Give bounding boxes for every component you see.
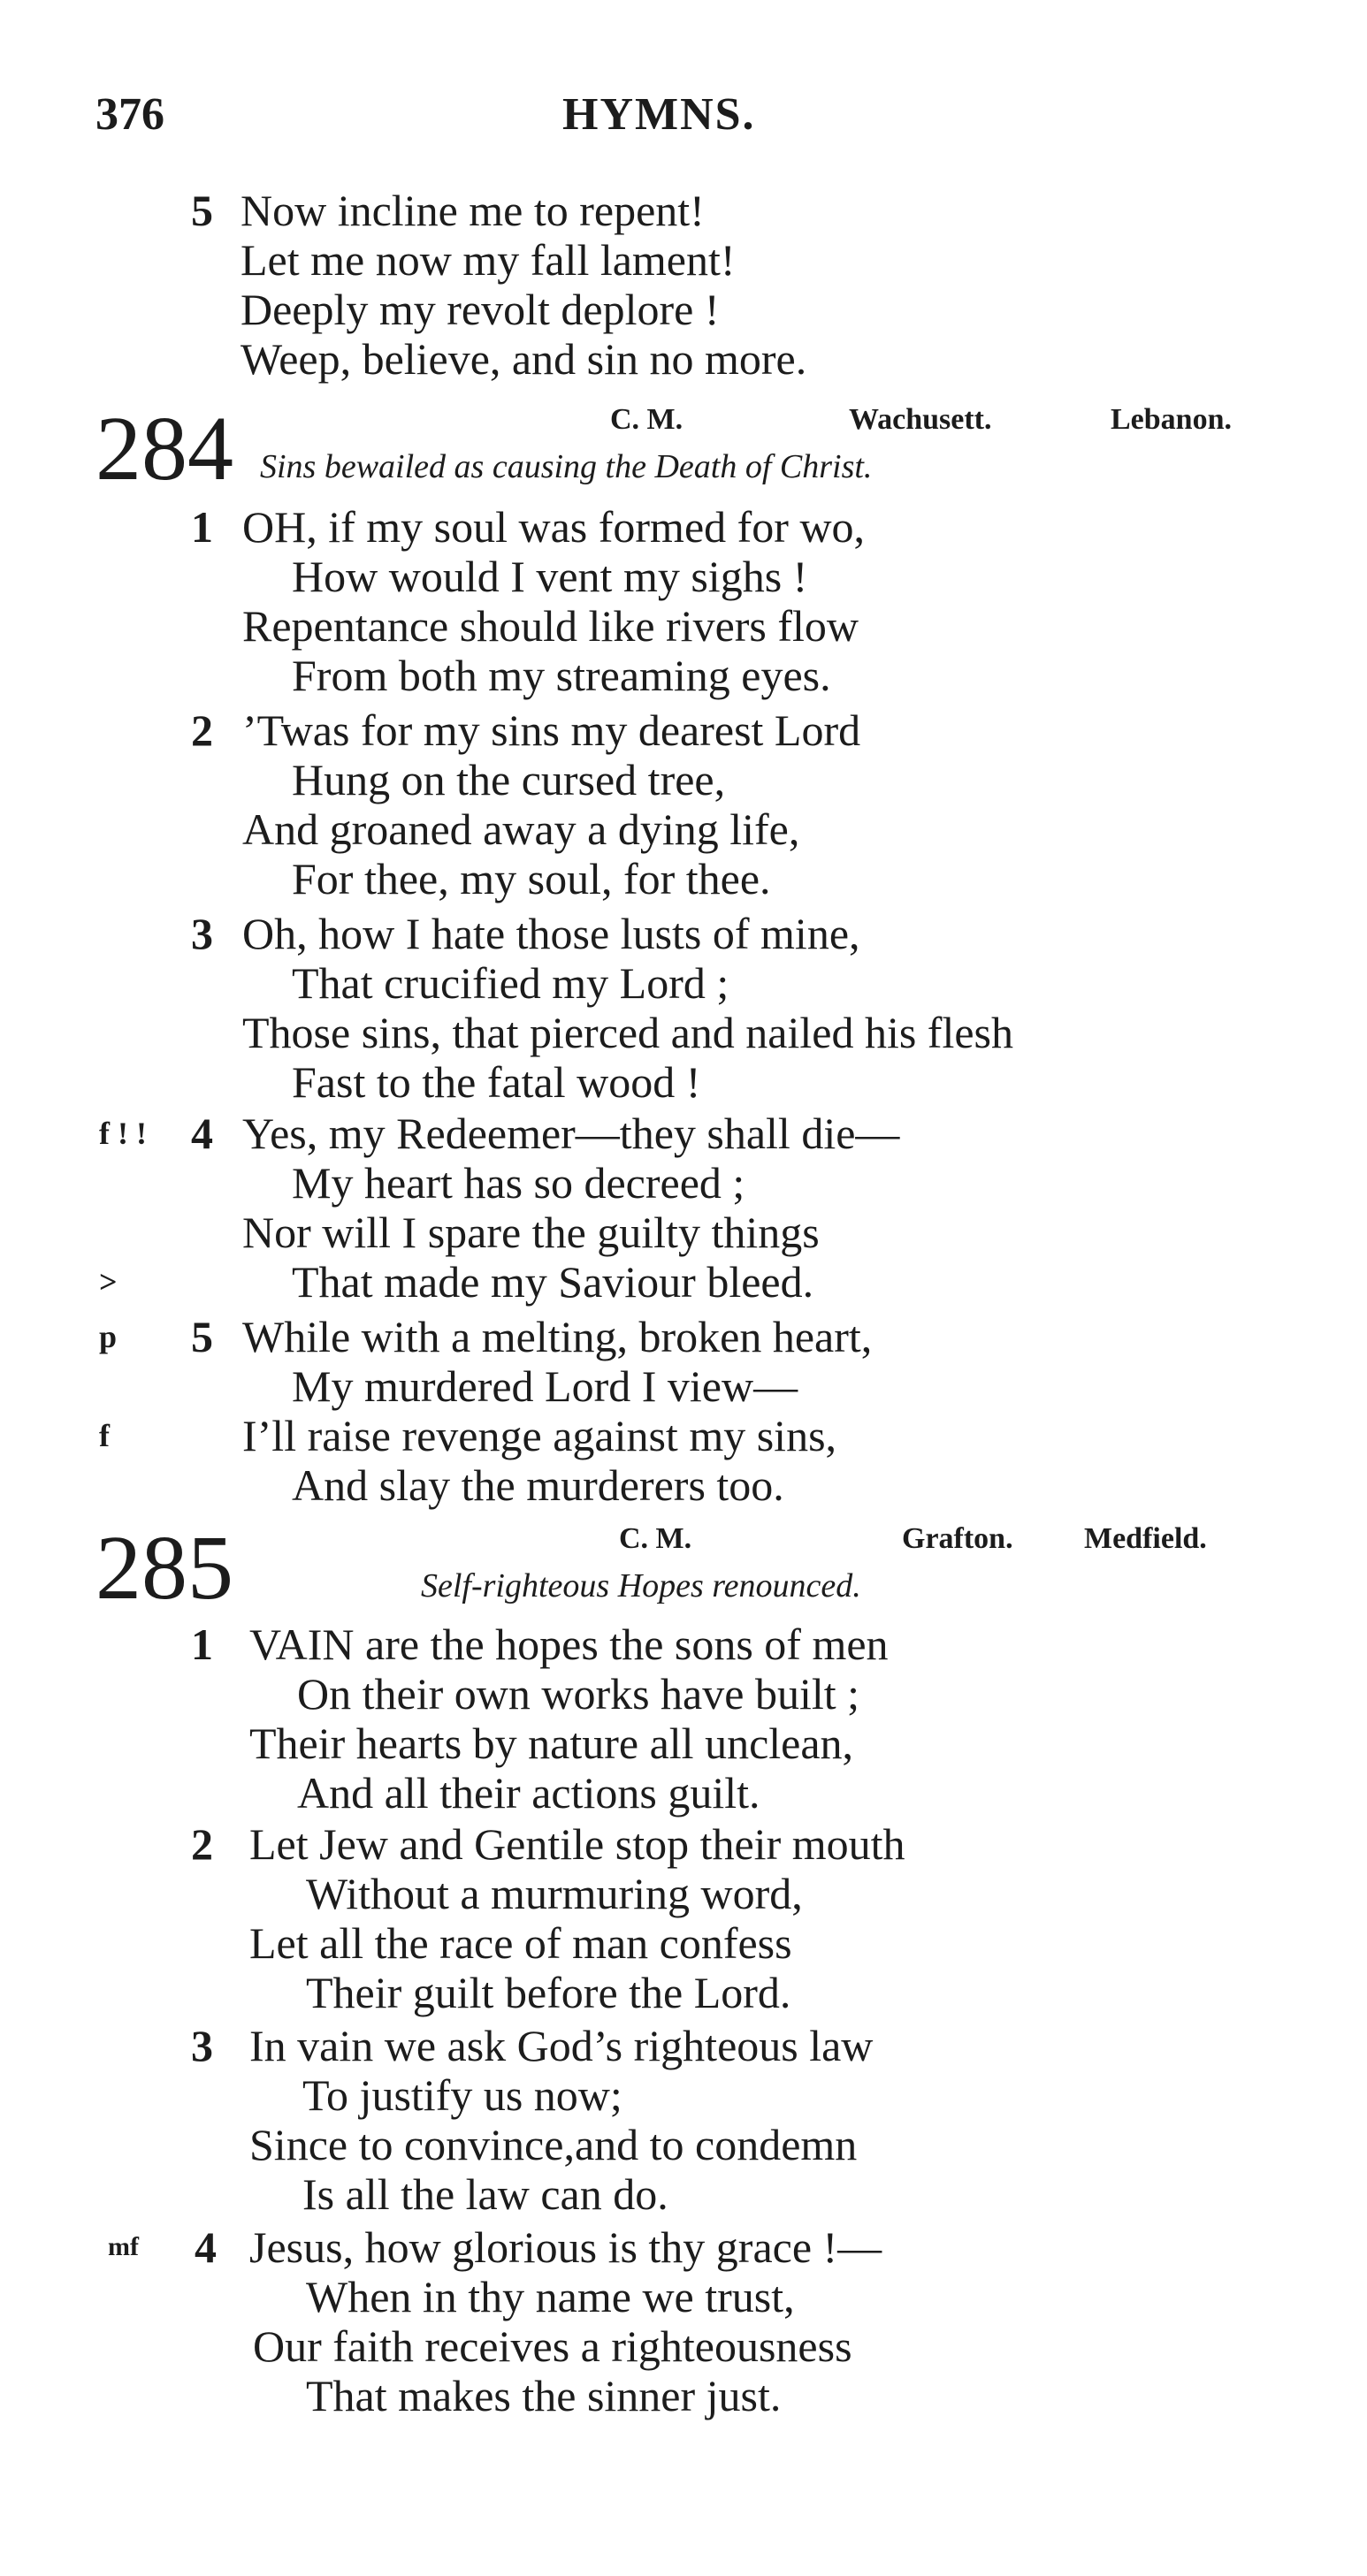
hymn-number: 284 [95, 398, 233, 499]
verse-line: That crucified my Lord ; [292, 958, 729, 1008]
verse-line: From both my streaming eyes. [292, 651, 831, 700]
verse-line: Our faith receives a righteousness [253, 2321, 852, 2371]
verse-line: For thee, my soul, for thee. [292, 854, 771, 903]
hymn-number: 285 [95, 1517, 233, 1619]
verse-line: ’Twas for my sins my dearest Lord [242, 705, 861, 755]
tune-name: Lebanon. [1111, 403, 1232, 436]
dynamics-mark: > [99, 1264, 118, 1299]
verse-number: 3 [191, 2021, 213, 2070]
verse-line: And groaned away a dying life, [242, 804, 800, 854]
verse-number: 4 [191, 1109, 213, 1158]
verse-line: That makes the sinner just. [306, 2371, 782, 2420]
verse-line: On their own works have built ; [297, 1669, 860, 1719]
verse-line: Now incline me to repent! [241, 186, 705, 235]
tune-name: Wachusett. [849, 403, 992, 436]
verse-line: And all their actions guilt. [297, 1768, 760, 1818]
verse-line: OH, if my soul was formed for wo, [242, 502, 866, 552]
tune-name: Medfield. [1084, 1522, 1207, 1555]
verse-line: In vain we ask God’s righteous law [249, 2021, 874, 2070]
verse-line: Oh, how I hate those lusts of mine, [242, 909, 860, 958]
verse-line: My murdered Lord I view— [292, 1361, 798, 1411]
page-number: 376 [95, 89, 164, 140]
meter: C. M. [610, 403, 684, 436]
verse-line: How would I vent my sighs ! [292, 552, 808, 601]
verse-line: Their guilt before the Lord. [306, 1968, 791, 2017]
verse-number: 2 [191, 705, 213, 755]
verse-line: That made my Saviour bleed. [292, 1257, 814, 1307]
verse-line: Let me now my fall lament! [241, 235, 736, 285]
verse-number: 5 [191, 186, 213, 235]
meter: C. M. [619, 1522, 692, 1555]
verse-line: Jesus, how glorious is thy grace !— [249, 2222, 882, 2272]
verse-line: Yes, my Redeemer—they shall die— [242, 1109, 900, 1158]
dynamics-mark: p [99, 1319, 118, 1354]
verse-number: 1 [191, 502, 213, 552]
verse-line: Nor will I spare the guilty things [242, 1208, 820, 1257]
verse-line: Let all the race of man confess [249, 1918, 792, 1968]
running-head: HYMNS. [562, 89, 756, 140]
verse-line: VAIN are the hopes the sons of men [249, 1620, 889, 1669]
verse-line: Deeply my revolt deplore ! [241, 285, 720, 334]
verse-line: Fast to the fatal wood ! [292, 1057, 701, 1107]
verse-line: Hung on the cursed tree, [292, 755, 726, 804]
hymn-title: Sins bewailed as causing the Death of Christ. [260, 448, 873, 485]
dynamics-mark: f [99, 1418, 110, 1453]
verse-line: Is all the law can do. [302, 2169, 668, 2219]
verse-line: My heart has so decreed ; [292, 1158, 745, 1208]
verse-line: Without a murmuring word, [306, 1869, 803, 1918]
verse-line: Repentance should like rivers flow [242, 601, 859, 651]
verse-line: Weep, believe, and sin no more. [241, 334, 807, 384]
verse-number: 4 [195, 2222, 217, 2272]
verse-line: While with a melting, broken heart, [242, 1312, 873, 1361]
tune-name: Grafton. [902, 1522, 1013, 1555]
verse-line: When in thy name we trust, [306, 2272, 795, 2321]
dynamics-mark: mf [108, 2232, 139, 2261]
verse-line: Let Jew and Gentile stop their mouth [249, 1819, 905, 1869]
verse-line: Those sins, that pierced and nailed his flesh [242, 1008, 1013, 1057]
verse-line: To justify us now; [302, 2070, 622, 2120]
verse-line: Their hearts by nature all unclean, [249, 1719, 854, 1768]
page-header [95, 88, 1245, 141]
verse-line: I’ll raise revenge against my sins, [242, 1411, 837, 1460]
verse-number: 5 [191, 1312, 213, 1361]
verse-number: 1 [191, 1620, 213, 1669]
verse-line: And slay the murderers too. [292, 1460, 784, 1510]
verse-line: Since to convince,and to condemn [249, 2120, 858, 2169]
hymn-title: Self-righteous Hopes renounced. [421, 1567, 861, 1604]
verse-number: 2 [191, 1819, 213, 1869]
verse-number: 3 [191, 909, 213, 958]
dynamics-mark: f ! ! [99, 1116, 147, 1151]
